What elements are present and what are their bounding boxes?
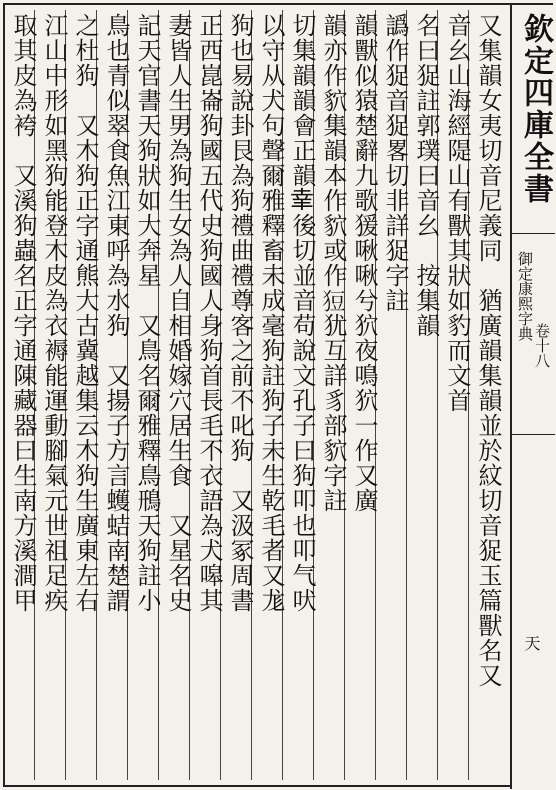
text-column: 韻獸似猿楚辭九歌猨啾啾兮狖夜鳴狖一作又廣 [350, 13, 378, 513]
page-marker: 天 [522, 635, 541, 651]
header-column [510, 5, 556, 789]
text-column: 鳥也青似翠食魚江東呼為水狗 又揚子方言蠖蛣南楚謂 [102, 13, 130, 613]
text-column: 狗也易說卦艮為狗禮曲禮尊客之前不叱狗 又汲冢周書 [226, 13, 254, 613]
text-column: 正西崑崙狗國五代史狗國人身狗首長毛不衣語為犬嗥其 [195, 13, 223, 613]
text-column: 韻亦作貁集韻本作貁或作𤞟犹互詳豸部貁字註 [319, 13, 347, 513]
text-column: 又集韻女夷切音尼義同 猶廣韻集韻並於紋切音㹱玉篇獸名又 [474, 13, 502, 688]
text-column: 妻皆人生男為狗生女為人自相婚嫁穴居生食 又星名史 [164, 13, 192, 613]
text-column: 江山中形如黑狗能登木皮為衣褥能運動腳氣元世祖足疾 [40, 13, 68, 613]
text-column: 音幺山海經隄山有獸其狀如豹而文首 [443, 13, 471, 413]
volume-label: 卷十八 [533, 323, 551, 368]
book-title: 欽定四庫全書 [518, 13, 553, 205]
text-column: 名曰㹱註郭璞曰音幺 按集韻 [412, 13, 440, 338]
text-column: 譌作㹱音㹱畧切非詳㹱字註 [381, 13, 409, 313]
text-column: 之杜狗 又木狗正字通熊大古冀越集云木狗生廣東左右 [71, 13, 99, 613]
sub-title: 御定康熙字典 [516, 251, 534, 341]
text-column: 記天官書天狗狀如大奔星 又鳥名爾雅釋鳥鳽天狗註小 [133, 13, 161, 613]
text-column: 以守从犬句聲爾雅釋畜未成毫狗註狗子未生乾毛者又尨 [257, 13, 285, 613]
page-frame [3, 3, 553, 787]
text-column: 取其皮為袴 又溪狗蟲名正字通陳藏器曰生南方溪澗甲 [9, 13, 37, 613]
text-column: 切集韻韻會正韻𦍒後切並音苟說文孔子曰狗叩也叩气吠 [288, 13, 316, 613]
